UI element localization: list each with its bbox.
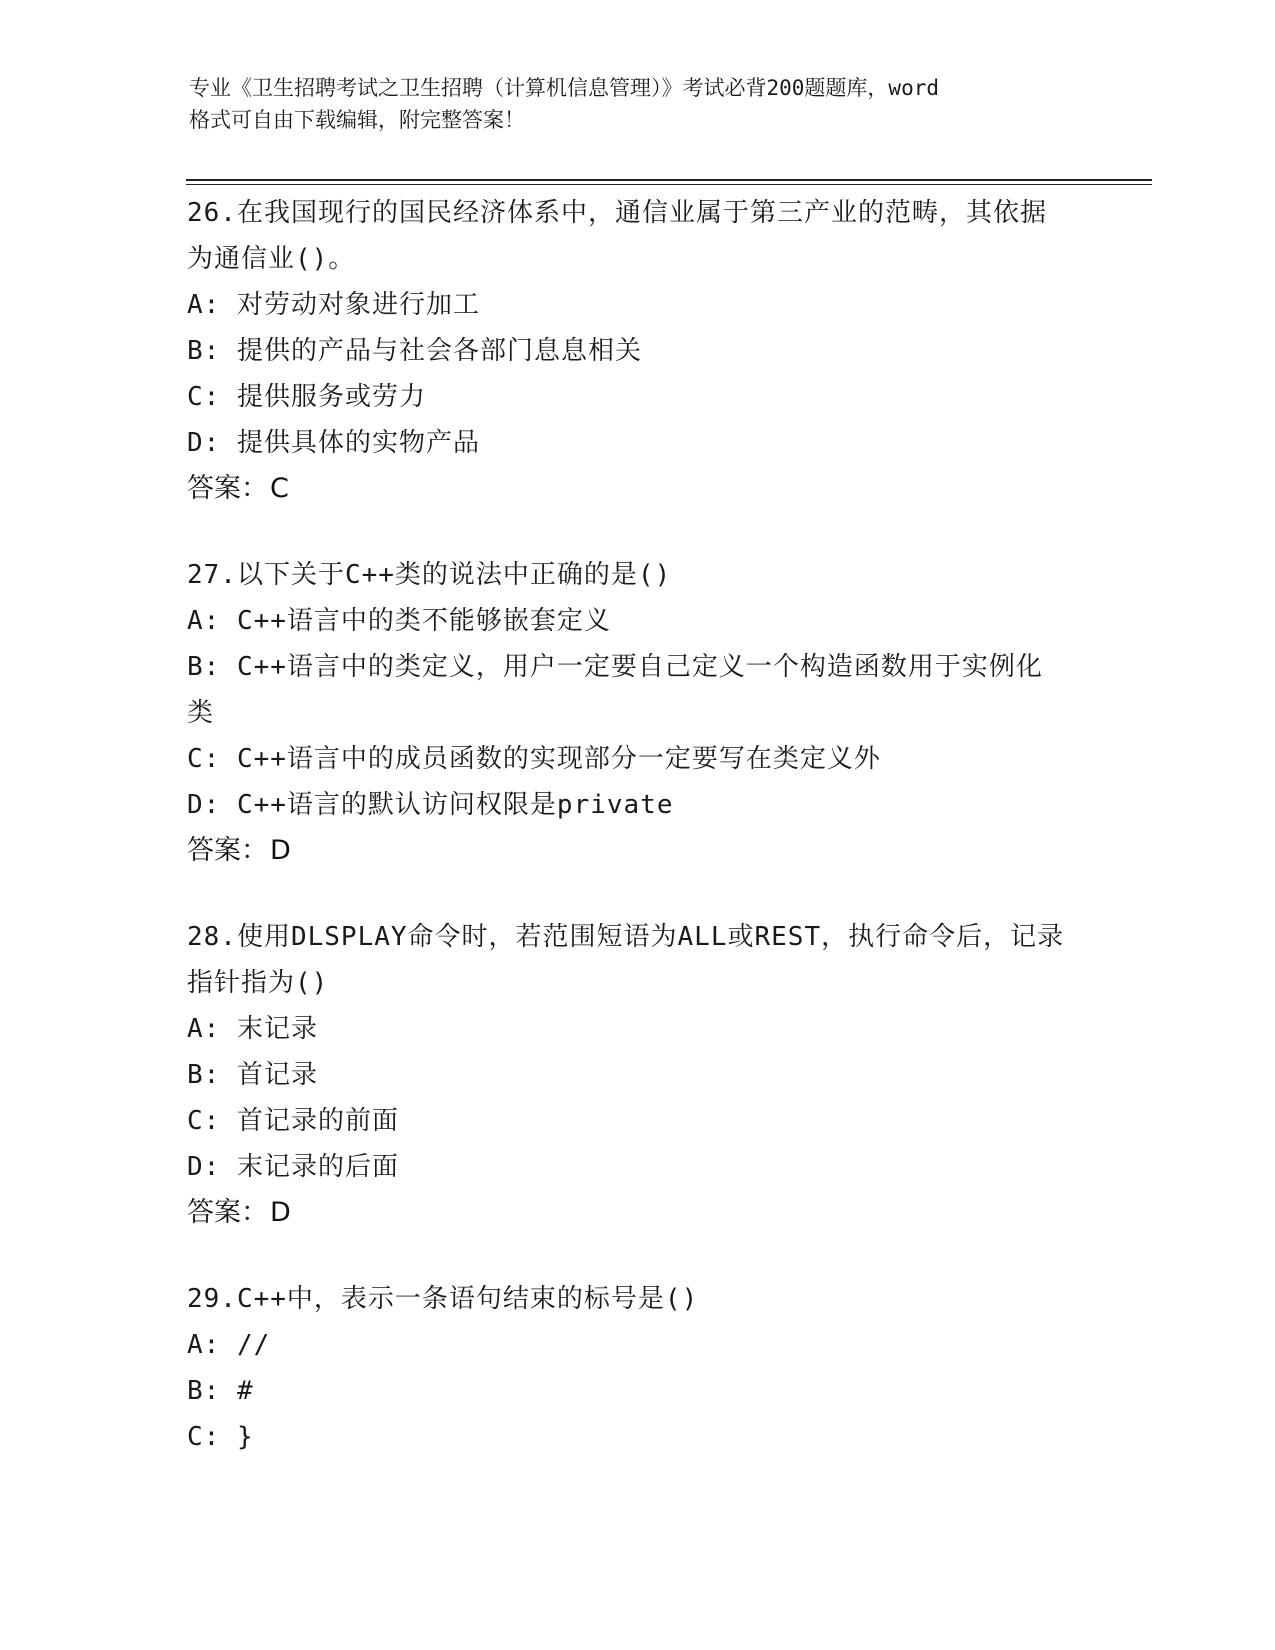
option-a: A: C++语言中的类不能够嵌套定义: [187, 606, 611, 636]
option-c: C: }: [187, 1422, 254, 1452]
answer-line: [187, 1190, 1087, 1236]
option-d: D: 提供具体的实物产品: [187, 428, 480, 458]
header-line-2: 格式可自由下载编辑，附完整答案！: [189, 108, 525, 132]
header-divider-thin: [186, 184, 1152, 185]
document-header: [189, 72, 1089, 136]
option-a: A: 末记录: [187, 1014, 318, 1044]
answer-line: [187, 828, 1087, 874]
question-title: 28.使用DLSPLAY命令时，若范围短语为ALL或REST，执行命令后，记录指针指为(): [187, 922, 1065, 998]
option-b: B: 首记录: [187, 1060, 318, 1090]
answer-value: D: [270, 835, 291, 866]
answer-line: [187, 466, 1087, 512]
answer-value: D: [270, 1197, 291, 1228]
option-b: B: #: [187, 1376, 254, 1406]
question-title: 29.C++中，表示一条语句结束的标号是(): [187, 1284, 699, 1314]
answer-label: 答案：: [187, 1197, 268, 1228]
option-b: B: C++语言中的类定义，用户一定要自己定义一个构造函数用于实例化类: [187, 652, 1043, 728]
question-title: 27.以下关于C++类的说法中正确的是(): [187, 560, 672, 590]
answer-value: C: [270, 473, 289, 504]
question-27: [187, 552, 1087, 874]
option-c: C: 提供服务或劳力: [187, 382, 426, 412]
option-a: A: 对劳动对象进行加工: [187, 290, 480, 320]
question-title: 26.在我国现行的国民经济体系中，通信业属于第三产业的范畴，其依据为通信业()。: [187, 198, 1047, 274]
question-28: [187, 914, 1087, 1236]
option-a: A: //: [187, 1330, 271, 1360]
option-b: B: 提供的产品与社会各部门息息相关: [187, 336, 642, 366]
header-line-1: 专业《卫生招聘考试之卫生招聘（计算机信息管理）》考试必背200题题库，word: [189, 76, 939, 100]
header-divider-thick: [186, 179, 1152, 181]
question-26: [187, 190, 1087, 512]
option-c: C: C++语言中的成员函数的实现部分一定要写在类定义外: [187, 744, 881, 774]
question-29: [187, 1276, 1087, 1460]
question-list: [187, 190, 1087, 1500]
answer-label: 答案：: [187, 835, 268, 866]
option-d: D: C++语言的默认访问权限是private: [187, 790, 674, 820]
option-d: D: 末记录的后面: [187, 1152, 399, 1182]
answer-label: 答案：: [187, 473, 268, 504]
option-c: C: 首记录的前面: [187, 1106, 399, 1136]
